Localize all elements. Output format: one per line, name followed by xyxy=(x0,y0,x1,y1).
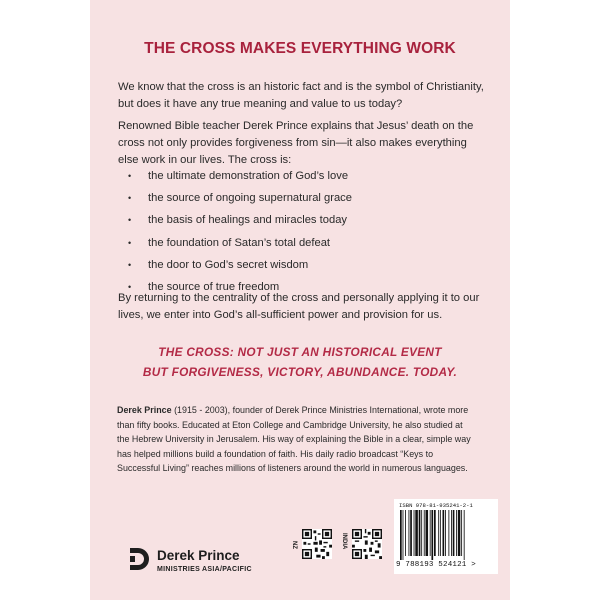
isbn-text: ISBN 978-81-935241-2-1 xyxy=(399,502,473,509)
list-item: • the source of ongoing supernatural grace xyxy=(128,189,352,211)
barcode-digits: 9 788193 524121 > xyxy=(396,561,476,569)
barcode-bar xyxy=(461,510,462,556)
barcode-bar xyxy=(464,510,465,560)
bullet-icon: • xyxy=(128,215,132,226)
derek-prince-logo-icon xyxy=(127,547,151,571)
publisher-subtitle: MINISTRIES ASIA/PACIFIC xyxy=(157,566,252,573)
barcode-bar xyxy=(445,510,446,556)
barcode-bar xyxy=(443,510,445,556)
barcode-bar xyxy=(414,510,415,556)
explanation-paragraph: Renowned Bible teacher Derek Prince explains that Jesus’ death on the cross not only provides forgiveness from sin—it also makes everything else work in our lives. The cross is: xyxy=(118,120,474,166)
barcode-bar xyxy=(419,510,421,556)
barcode-bar xyxy=(458,510,461,556)
barcode-bar xyxy=(456,510,457,556)
barcode-bar xyxy=(448,510,449,556)
list-item: • the foundation of Satan’s total defeat xyxy=(128,234,352,256)
author-bio xyxy=(117,403,474,476)
qr-label-india: INDIA xyxy=(341,533,347,550)
barcode-bar xyxy=(424,510,425,556)
author-name: Derek Prince xyxy=(117,405,172,415)
closing-paragraph: By returning to the centrality of the cross and personally applying it to our lives, we enter into God’s all-sufficient power and provision for us. xyxy=(118,292,480,321)
list-item: • the source of true freedom xyxy=(128,278,352,300)
bullet-icon: • xyxy=(128,237,132,248)
barcode-bar xyxy=(438,510,439,556)
barcode-bar xyxy=(410,510,412,556)
barcode-bar xyxy=(440,510,441,556)
barcode-bars-icon xyxy=(400,510,492,560)
qr-code-nz-icon xyxy=(302,529,332,559)
barcode-bar xyxy=(430,510,431,556)
barcode-bar xyxy=(426,510,429,556)
barcode-bar xyxy=(405,510,406,556)
qr-code-india-icon xyxy=(352,529,382,559)
tagline-line-2: BUT FORGIVENESS, VICTORY, ABUNDANCE. TODAY. xyxy=(142,364,458,379)
bullet-list xyxy=(128,167,352,300)
barcode-bar xyxy=(451,510,452,556)
intro-paragraph: We know that the cross is an historic fact and is the symbol of Christianity, but does it have any true meaning and value to us today? xyxy=(118,81,484,110)
barcode-bar xyxy=(421,510,422,556)
list-item: • the basis of healings and miracles today xyxy=(128,211,352,233)
author-bio-text: (1915 - 2003), founder of Derek Prince Ministries International, wrote more than fifty books. Educated at Eton College and Cambridge University, he also studied at the Hebrew University in Jerusalem. His way of explaining the Bible in a clear, simple way has helped millions build a foundation of faith. His daily radio broadcast “Keys to Successful Living” reaches millions of listeners around the world in numerous languages. xyxy=(117,405,471,473)
list-item: • the ultimate demonstration of God’s love xyxy=(128,167,352,189)
barcode-bar xyxy=(434,510,436,556)
bullet-icon: • xyxy=(128,281,132,292)
cover-title: THE CROSS MAKES EVERYTHING WORK xyxy=(144,40,456,57)
tagline-line-1: THE CROSS: NOT JUST AN HISTORICAL EVENT xyxy=(158,345,442,359)
isbn-barcode xyxy=(394,499,498,574)
list-item: • the door to God’s secret wisdom xyxy=(128,256,352,278)
barcode-bar xyxy=(453,510,455,556)
bullet-icon: • xyxy=(128,193,132,204)
tagline xyxy=(90,343,510,382)
barcode-bar xyxy=(431,510,433,560)
barcode-bar xyxy=(415,510,418,556)
bullet-icon: • xyxy=(128,259,132,270)
barcode-bar xyxy=(400,510,402,560)
qr-label-nz: NZ xyxy=(291,541,297,549)
back-cover xyxy=(90,0,510,600)
bullet-icon: • xyxy=(128,171,132,181)
barcode-bar xyxy=(409,510,410,556)
publisher-name: Derek Prince xyxy=(157,548,240,563)
barcode-bar xyxy=(403,510,404,560)
